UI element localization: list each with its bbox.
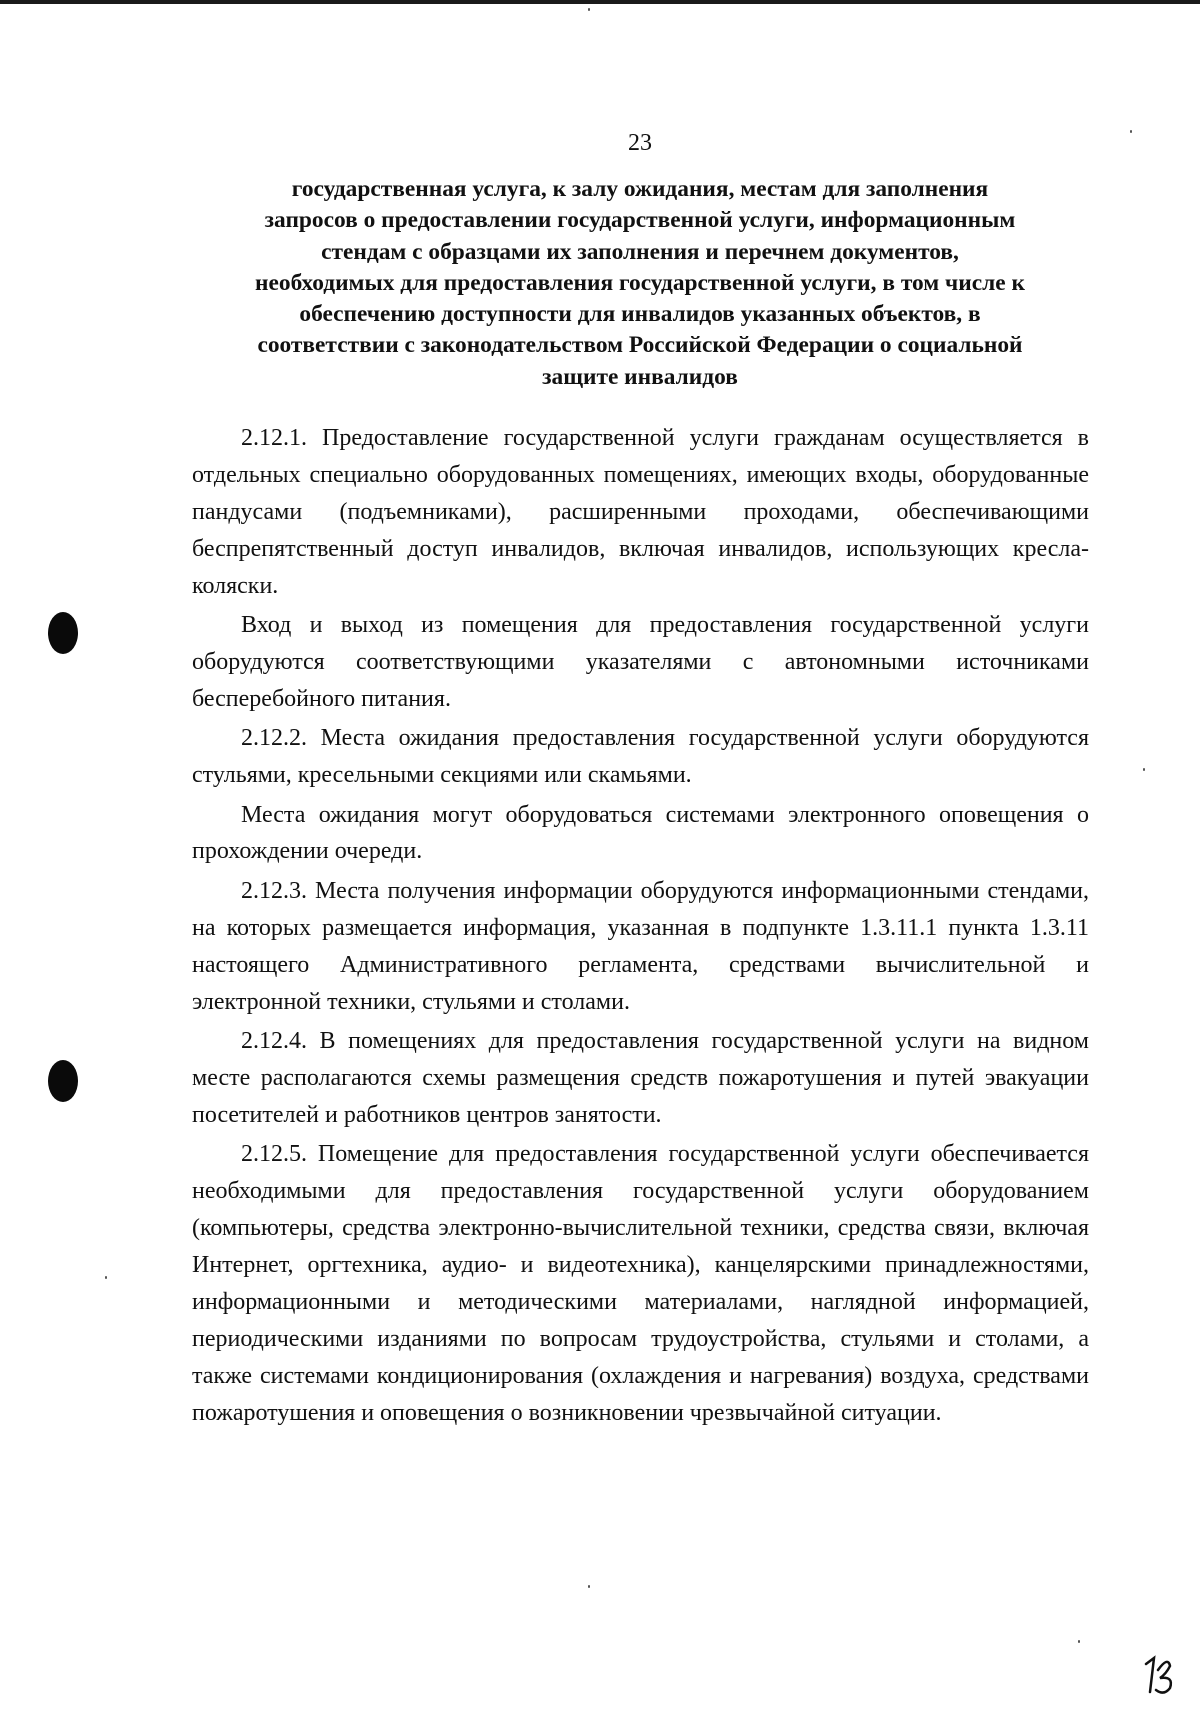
heading-line: стендам с образцами их заполнения и перечнем документов, bbox=[321, 238, 959, 265]
heading-line: защите инвалидов bbox=[542, 363, 738, 390]
paragraph-2-12-4: 2.12.4. В помещениях для предоставления государственной услуги на видном месте располагаются схемы размещения средств пожаротушения и путей эвакуации посетителей и работников центров занятости. bbox=[192, 1028, 1089, 1128]
paragraph-waiting-notification: Места ожидания могут оборудоваться системами электронного оповещения о прохождении очереди. bbox=[192, 801, 1089, 865]
heading-line: соответствии с законодательством Российской Федерации о социальной bbox=[257, 332, 1023, 359]
page-number: 23 bbox=[628, 130, 652, 156]
scan-top-edge bbox=[0, 0, 1200, 4]
section-heading bbox=[190, 174, 1090, 393]
paragraph-2-12-3: 2.12.3. Места получения информации оборудуются информационными стендами, на которых размещается информация, указанная в подпункте 1.3.11.1 пункта 1.3.11 настоящего Административного регламента, средствами вычислительной и электронной техники, стульями и столами. bbox=[192, 877, 1089, 1015]
scan-speck bbox=[588, 8, 590, 11]
scan-speck bbox=[1078, 1640, 1080, 1643]
paragraph-2-12-5: 2.12.5. Помещение для предоставления государственной услуги обеспечивается необходимыми для предоставления государственной услуги оборудованием (компьютеры, средства электронно-вычислительной техники, средства связи, включая Интернет, оргтехника, аудио- и видеотехника), канцелярскими принадлежностями, информационными и методическими материалами, наглядной информацией, периодическими изданиями по вопросам трудоустройства, стульями и столами, а также системами кондиционирования (охлаждения и нагревания) воздуха, средствами пожаротушения и оповещения о возникновении чрезвычайной ситуации. bbox=[192, 1141, 1089, 1426]
punch-hole-upper bbox=[48, 612, 78, 654]
scan-speck bbox=[1143, 768, 1145, 771]
heading-line: обеспечению доступности для инвалидов указанных объектов, в bbox=[299, 301, 981, 328]
paragraph-entrance-exit: Вход и выход из помещения для предоставления государственной услуги оборудуются соответствующими указателями с автономными источниками бесперебойного питания. bbox=[192, 612, 1089, 712]
document-body bbox=[192, 420, 1089, 1434]
paragraph-2-12-1: 2.12.1. Предоставление государственной услуги гражданам осуществляется в отдельных специально оборудованных помещениях, имеющих входы, оборудованные пандусами (подъемниками), расширенными проходами, обеспечивающими беспрепятственный доступ инвалидов, включая инвалидов, использующих кресла-коляски. bbox=[192, 425, 1089, 599]
handwritten-sheet-number bbox=[1140, 1650, 1180, 1700]
scan-speck bbox=[1130, 130, 1132, 133]
heading-line: необходимых для предоставления государственной услуги, в том числе к bbox=[255, 269, 1025, 296]
punch-hole-lower bbox=[48, 1060, 78, 1102]
scan-speck bbox=[105, 1276, 107, 1279]
paragraph-2-12-2: 2.12.2. Места ожидания предоставления государственной услуги оборудуются стульями, кресельными секциями или скамьями. bbox=[192, 725, 1089, 789]
heading-line: запросов о предоставлении государственной услуги, информационным bbox=[264, 207, 1016, 234]
heading-line: государственная услуга, к залу ожидания, местам для заполнения bbox=[291, 176, 989, 202]
scan-speck bbox=[588, 1585, 590, 1588]
